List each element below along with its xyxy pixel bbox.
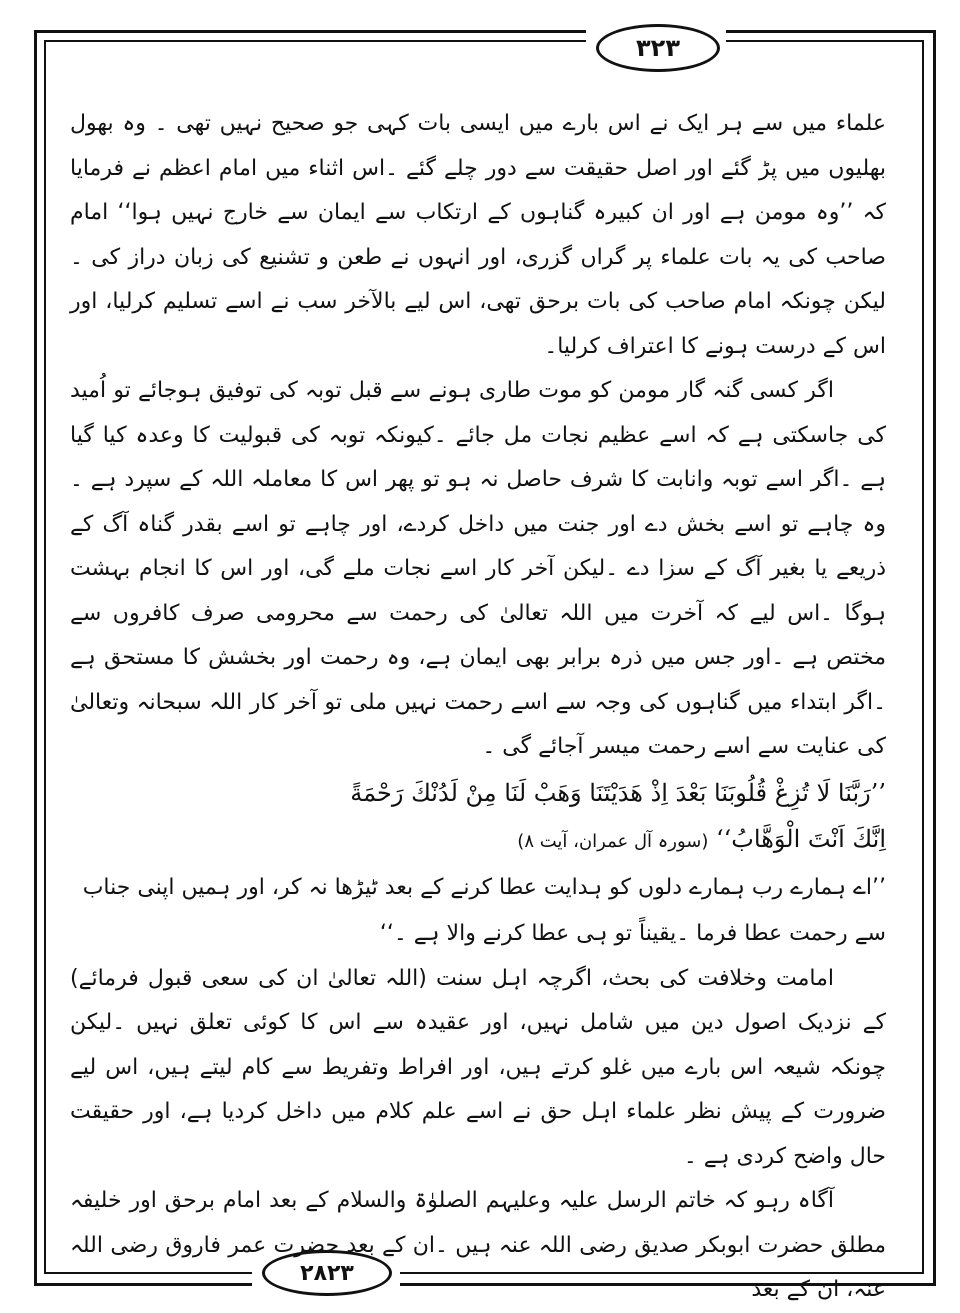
paragraph: اگر کسی گنہ گار مومن کو موت طاری ہونے سے قبل توبہ کی توفیق ہوجائے تو اُمید کی جاسکتی ہے کہ اسے عظیم نجات مل جائے ۔کیونکہ توبہ کی قبولیت کا وعدہ کیا گیا ہے ۔اگر اسے توبہ وانابت کا شرف حاصل نہ ہو تو پھر اس کا معاملہ اللہ کے سپرد ہے ۔وہ چاہے تو اسے بخش دے اور جنت میں داخل کردے، اور چاہے تو اسے بقدر گناہ آگ کے ذریعے یا بغیر آگ کے سزا دے ۔لیکن آخر کار اسے نجات ملے گی، اور اس کا انجام بہشت ہوگا ۔اس لیے کہ آخرت میں اللہ تعالیٰ کی رحمت سے محرومی صرف کافروں سے مختص ہے ۔اور جس میں ذرہ برابر بھی ایمان ہے، وہ رحمت اور بخشش کا مستحق ہے ۔اگر ابتداء میں گناہوں کی وجہ سے اسے رحمت نہیں ملی تو آخر کار اللہ سبحانہ وتعالیٰ کی عنایت سے اسے رحمت میسر آجائے گی ۔ — [70, 378, 886, 759]
quran-verse-line: ’’رَبَّنَا لَا تُزِغْ قُلُوبَنَا بَعْدَ اِذْ هَدَيْتَنَا وَهَبْ لَنَا مِنْ لَدُنْكَ رَحْمَةً — [350, 778, 886, 807]
paragraph: علماء میں سے ہر ایک نے اس بارے میں ایسی بات کہی جو صحیح نہیں تھی ۔ وہ بھول بھلیوں میں پڑ گئے اور اصل حقیقت سے دور چلے گئے ۔اس اثناء میں امام اعظم نے فرمایا کہ ’’وہ مومن ہے اور ان کبیرہ گناہوں کے ارتکاب سے ایمان سے خارج نہیں ہوا‘‘ امام صاحب کی یہ بات علماء پر گراں گزری، اور انہوں نے طعن و تشنیع کی زبان دراز کی ۔لیکن چونکہ امام صاحب کی بات برحق تھی، اس لیے بالآخر سب نے اسے تسلیم کرلیا، اور اس کے درست ہونے کا اعتراف کرلیا۔ — [70, 111, 886, 359]
page-body — [70, 102, 886, 1313]
paragraph: امامت وخلافت کی بحث، اگرچہ اہل سنت (اللہ تعالیٰ ان کی سعی قبول فرمائے) کے نزدیک اصول دین میں شامل نہیں، اور عقیدہ سے اس کا کوئی تعلق نہیں ۔لیکن چونکہ شیعہ اس بارے میں غلو کرتے ہیں، اور افراط وتفریط سے کام لیتے ہیں، اس لیے ضرورت کے پیش نظر علماء اہل حق نے اسے علم کلام میں داخل کردیا ہے، اور حقیقت حال واضح کردی ہے ۔ — [70, 965, 886, 1169]
page-number-top: ۳۲۳ — [596, 24, 720, 72]
verse-translation: ’’اے ہمارے رب ہمارے دلوں کو ہدایت عطا کرنے کے بعد ٹیڑھا نہ کر، اور ہمیں اپنی جناب سے رحمت عطا فرما ۔یقیناً تو ہی عطا کرنے والا ہے ۔‘‘ — [82, 874, 886, 946]
page-number-bottom: ۲۸۲۳ — [262, 1250, 392, 1296]
paragraph: آگاہ رہو کہ خاتم الرسل علیہ وعلیہم الصلوٰۃ والسلام کے بعد امام برحق اور خلیفہ مطلق حضرت ابوبکر صدیق رضی اللہ عنہ ہیں ۔ان کے بعد حضرت عمر فاروق رضی اللہ عنہ، ان کے بعد — [70, 1188, 886, 1302]
quran-verse-line-end — [70, 816, 886, 865]
quran-verse-text: اِنَّكَ اَنْتَ الْوَهَّابُ‘‘ — [716, 824, 886, 853]
verse-reference: (سورہ آل عمران، آیت ۸) — [517, 830, 709, 852]
